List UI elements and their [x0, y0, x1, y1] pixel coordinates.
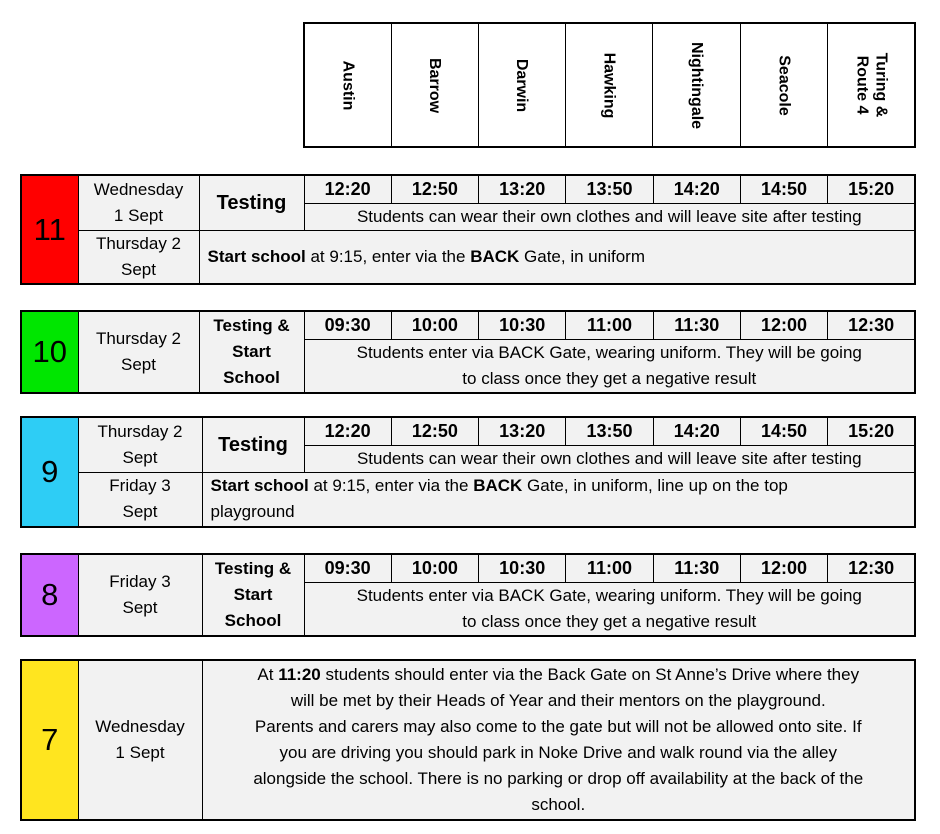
date-cell: Thursday 2 Sept [78, 230, 199, 284]
house-seacole: Seacole [740, 24, 827, 146]
time-slot: 12:30 [828, 311, 915, 339]
time-slot: 12:00 [740, 554, 827, 582]
time-slot: 15:20 [828, 417, 915, 445]
time-slot: 10:00 [391, 554, 478, 582]
time-slot: 09:30 [304, 311, 391, 339]
date-cell: Wednesday 1 Sept [78, 175, 199, 230]
time-slot: 14:20 [653, 417, 740, 445]
house-nightingale: Nightingale [652, 24, 740, 146]
year-badge: 7 [21, 660, 78, 820]
time-slot: 11:30 [653, 311, 740, 339]
year-8-table [20, 553, 916, 637]
house-hawking: Hawking [565, 24, 652, 146]
date-cell: Friday 3 Sept [78, 554, 202, 636]
time-slot: 12:50 [391, 175, 478, 203]
year-11-table [20, 174, 916, 285]
date-cell: Thursday 2 Sept [78, 417, 202, 472]
time-slot: 09:30 [304, 554, 391, 582]
year-badge: 10 [21, 311, 78, 393]
time-slot: 11:00 [566, 311, 653, 339]
time-slot: 10:30 [479, 554, 566, 582]
activity-label: Testing & Start School [199, 311, 304, 393]
time-slot: 11:00 [566, 554, 653, 582]
year-10-table [20, 310, 916, 394]
start-school-info: Start school at 9:15, enter via the BACK Gate, in uniform [199, 230, 915, 284]
year-badge: 9 [21, 417, 78, 527]
house-header [303, 22, 916, 148]
house-barrow: Barrow [391, 24, 478, 146]
year-badge: 11 [21, 175, 78, 284]
start-school-info: Start school at 9:15, enter via the BACK Gate, in uniform, line up on the top playground [202, 472, 915, 527]
time-slot: 12:20 [304, 175, 391, 203]
house-darwin: Darwin [478, 24, 565, 146]
date-cell: Friday 3 Sept [78, 472, 202, 527]
house-turing-route4: Turing & Route 4 [827, 24, 914, 146]
date-cell: Thursday 2 Sept [78, 311, 199, 393]
testing-note: Students can wear their own clothes and will leave site after testing [304, 203, 915, 230]
year-9-table [20, 416, 916, 528]
year-7-table [20, 659, 916, 821]
year-badge: 8 [21, 554, 78, 636]
entry-note: Students enter via BACK Gate, wearing uniform. They will be going to class once they get a negative result [304, 339, 915, 393]
time-slot: 14:20 [653, 175, 740, 203]
entry-note: Students enter via BACK Gate, wearing uniform. They will be going to class once they get a negative result [304, 582, 915, 636]
time-slot: 13:50 [566, 175, 653, 203]
activity-label: Testing & Start School [202, 554, 304, 636]
time-slot: 13:20 [479, 417, 566, 445]
time-slot: 12:20 [304, 417, 391, 445]
house-austin: Austin [339, 60, 357, 110]
time-slot: 13:20 [479, 175, 566, 203]
time-slot: 14:50 [740, 175, 827, 203]
time-slot: 15:20 [828, 175, 915, 203]
time-slot: 12:30 [828, 554, 915, 582]
arrival-instructions: At 11:20 students should enter via the Back Gate on St Anne’s Drive where they will be met by their Heads of Year and their mentors on the playground. Parents and carers may also come to the gate but will not be allowed onto site. If you are driving you should park in Noke Drive and walk round via the alley alongside the school. There is no parking or drop off availability at the back of the school. [202, 660, 915, 820]
activity-label: Testing [202, 417, 304, 472]
time-slot: 11:30 [653, 554, 740, 582]
date-cell: Wednesday 1 Sept [78, 660, 202, 820]
activity-label: Testing [199, 175, 304, 230]
time-slot: 10:00 [391, 311, 478, 339]
time-slot: 10:30 [479, 311, 566, 339]
time-slot: 12:00 [740, 311, 827, 339]
time-slot: 14:50 [740, 417, 827, 445]
time-slot: 13:50 [566, 417, 653, 445]
time-slot: 12:50 [391, 417, 478, 445]
testing-note: Students can wear their own clothes and will leave site after testing [304, 445, 915, 472]
